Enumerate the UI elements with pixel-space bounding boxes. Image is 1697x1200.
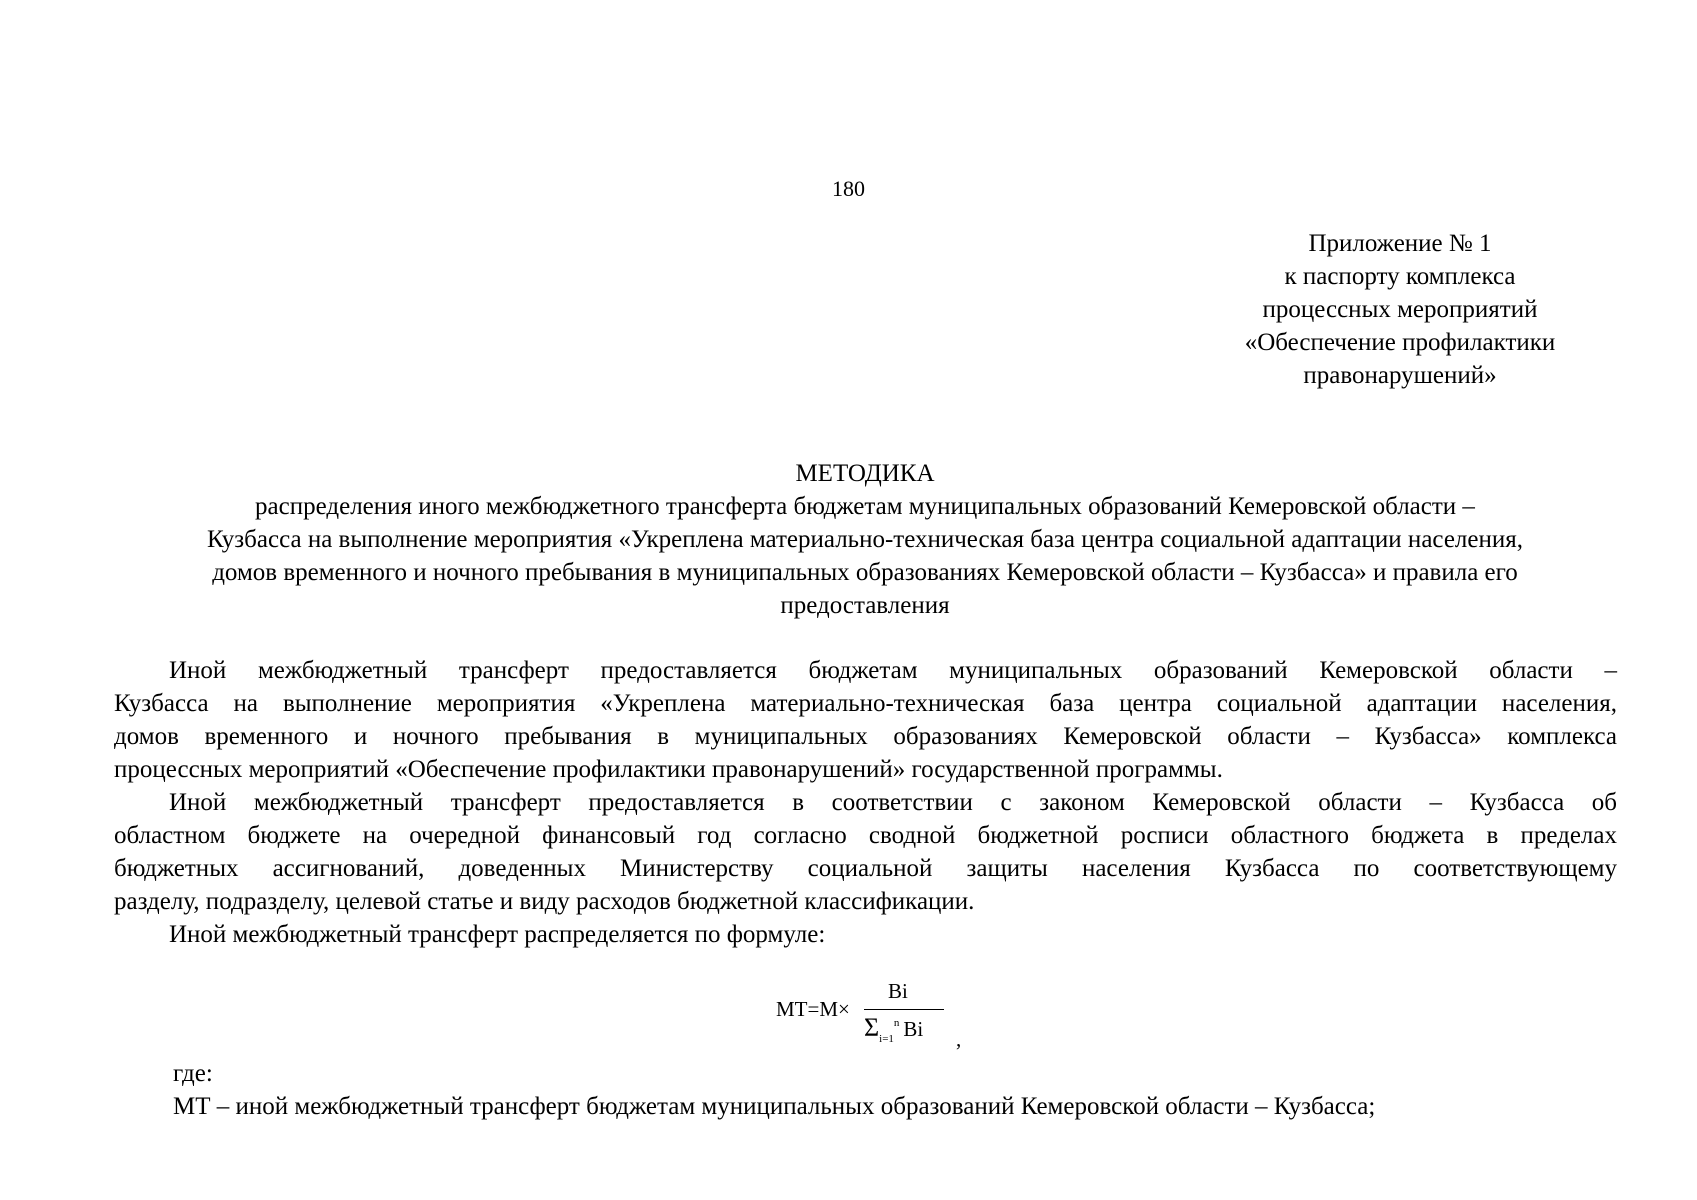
paragraph-line: процессных мероприятий «Обеспечение профилактики правонарушений» государственной программы. <box>114 756 1223 783</box>
appendix-line: процессных мероприятий <box>1262 296 1538 323</box>
where-label: где: <box>173 1060 213 1087</box>
title-subtitle-line: Кузбасса на выполнение мероприятия «Укреплена материально-техническая база центра социальной адаптации населения, <box>206 526 1523 553</box>
appendix-line: правонарушений» <box>1303 362 1497 389</box>
formula-lhs: МТ=М× <box>776 997 850 1021</box>
appendix-line: к паспорту комплекса <box>1284 263 1516 290</box>
page-number: 180 <box>832 176 865 201</box>
paragraph-line: областном бюджете на очередной финансовый год согласно сводной бюджетной росписи областного бюджета в пределах <box>114 822 1617 849</box>
appendix-line: Приложение № 1 <box>1308 230 1492 257</box>
sum-upper-index: n <box>893 1017 900 1029</box>
paragraph-2 <box>114 786 1617 918</box>
formula-comma: , <box>956 1027 962 1051</box>
paragraph-line: домов временного и ночного пребывания в муниципальных образованиях Кемеровской области – Кузбасса» комплекса <box>114 723 1617 750</box>
document-title <box>110 457 1620 622</box>
paragraph-line: разделу, подразделу, целевой статье и виду расходов бюджетной классификации. <box>114 888 975 915</box>
denominator-term: Bi <box>903 1017 924 1041</box>
appendix-line: «Обеспечение профилактики <box>1244 329 1556 356</box>
title-heading: МЕТОДИКА <box>795 460 935 487</box>
fraction-bar <box>864 1009 944 1010</box>
distribution-formula <box>776 975 976 1051</box>
paragraph-line: Иной межбюджетный трансферт распределяется по формуле: <box>169 921 826 948</box>
sigma-symbol: Σ <box>864 1013 880 1042</box>
title-subtitle-line: предоставления <box>780 592 950 619</box>
sum-lower-index: i=1 <box>879 1033 894 1045</box>
paragraph-line: бюджетных ассигнований, доведенных Министерству социальной защиты населения Кузбасса по соответствующему <box>114 855 1617 882</box>
paragraph-3 <box>114 918 1617 951</box>
paragraph-line: Иной межбюджетный трансферт предоставляется в соответствии с законом Кемеровской области – Кузбасса об <box>169 789 1617 816</box>
paragraph-line: Кузбасса на выполнение мероприятия «Укреплена материально-техническая база центра социальной адаптации населения, <box>114 690 1617 717</box>
definition-line: МТ – иной межбюджетный трансферт бюджетам муниципальных образований Кемеровской области – Кузбасса; <box>173 1093 1376 1120</box>
formula-numerator: Bi <box>888 979 908 1003</box>
title-subtitle-line: домов временного и ночного пребывания в муниципальных образованиях Кемеровской области – Кузбасса» и правила его <box>212 559 1518 586</box>
appendix-reference <box>1180 227 1620 392</box>
title-subtitle-line: распределения иного межбюджетного трансферта бюджетам муниципальных образований Кемеровской области – <box>255 493 1475 520</box>
paragraph-line: Иной межбюджетный трансферт предоставляется бюджетам муниципальных образований Кемеровской области – <box>169 657 1617 684</box>
paragraph-1 <box>114 654 1617 786</box>
document-body <box>114 654 1617 951</box>
formula-denominator <box>864 1013 923 1043</box>
